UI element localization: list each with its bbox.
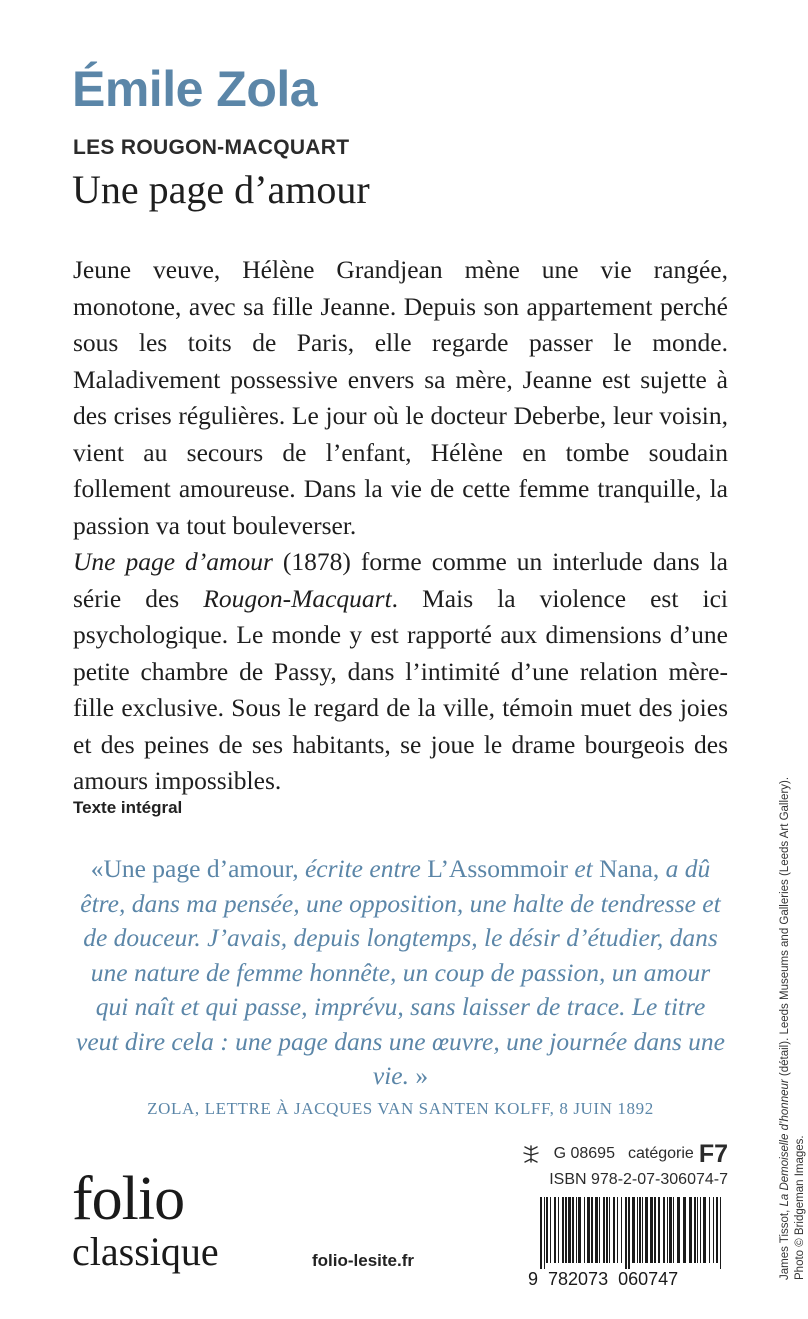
blurb [73,252,728,800]
blurb-text-b: . Mais la violence est ici psychologique. Le monde y est rapporté aux dimensions d’une petite chambre de Passy, dans l’intimité d’une relation mère-fille exclusive. Sous le regard de la ville, témoin muet des joies et des peines de ses habitants, se joue le drame bourgeois des amours impossibles. [73,583,728,795]
barcode-bar [599,1197,600,1263]
barcode-bar [609,1197,610,1263]
quote-text-1: écrite entre [298,854,428,883]
barcode-bar [591,1197,593,1263]
barcode-bar [663,1197,665,1263]
barcode-bar [606,1197,608,1263]
quote-work-2: L’Assommoir [427,854,568,883]
credit-line-2: Photo © Bridgeman Images. [794,1135,806,1280]
series-name: LES ROUGON-MACQUART [73,136,350,159]
code-row [518,1140,728,1168]
credit-collection: (détail). Leeds Museums and Galleries (Leeds Art Gallery). [779,776,791,1080]
barcode-bar [720,1197,721,1269]
barcode-bar [683,1197,686,1263]
barcode-bar [546,1197,548,1263]
category-value: F7 [698,1139,728,1168]
barcode-bar [673,1197,674,1263]
catalog-codes [518,1140,728,1189]
barcode-bar [709,1197,710,1263]
barcode-bar [650,1197,653,1263]
barcode-bar [625,1197,627,1269]
barcode-bar [697,1197,698,1263]
quote-work-1: Une page d’amour, [103,854,299,883]
catalog-code: G 08695 [553,1145,615,1162]
barcode-bar [645,1197,648,1263]
barcode-bar [613,1197,615,1263]
blurb-text-a: (1878) forme comme un interlude dans la série des [73,547,729,613]
barcode-bar [544,1197,545,1269]
barcode-bar [621,1197,622,1263]
barcode-bar [677,1197,680,1263]
credit-artist: James Tissot, [779,1206,791,1280]
barcode-bar [667,1197,668,1263]
quote-text-2: et [567,854,600,883]
quote [73,852,728,1094]
barcode-bar [558,1197,559,1263]
barcode-bar [669,1197,672,1263]
quote-work-3: Nana, [599,854,660,883]
quote-text-3: a dû être, dans ma pensée, une opposition, une halte de tendresse et de douceur. J’avais, depuis longtemps, le désir d’étudier, dans une nature de femme honnête, un coup de passion, un amour qui naît et qui passe, imprévu, sans laisser de trace. Le titre veut dire cela : une page dans une œuvre, une journée dans une vie. [76,854,725,1090]
barcode-bar [642,1197,643,1263]
barcode-bar [595,1197,598,1263]
barcode-bar [703,1197,706,1263]
credit-work: La Demoiselle d’honneur [779,1079,791,1207]
category-label: catégorie [627,1145,694,1162]
blurb-paragraph-2 [73,544,728,800]
website-link[interactable]: folio-lesite.fr [312,1251,415,1270]
folio-logo: folio [72,1165,185,1233]
blurb-book-title: Une page d’amour [73,547,273,576]
edition-label: Texte intégral [73,798,183,817]
barcode-bar [540,1197,542,1269]
barcode-graphic [520,1195,730,1290]
barcode-bar [639,1197,641,1263]
barcode-bar [658,1197,660,1263]
barcode-digits: 9 782073 060747 [528,1269,679,1289]
barcode-bar [603,1197,605,1263]
barcode-bar [562,1197,564,1263]
barcode [520,1195,730,1290]
quote-close: » [408,1061,429,1090]
barcode-bar [654,1197,656,1263]
barcode-bar [550,1197,551,1263]
barcode-bar [637,1197,638,1263]
barcode-bar [713,1197,714,1263]
blurb-series-title: Rougon-Macquart [203,583,392,613]
barcode-bar [568,1197,571,1263]
barcode-bar [576,1197,577,1263]
barcode-bar [617,1197,618,1263]
barcode-bar [578,1197,581,1263]
tree-symbol-icon [522,1145,540,1163]
barcode-bar [587,1197,590,1263]
barcode-bar [689,1197,692,1263]
author-name: Émile Zola [72,61,318,117]
book-title: Une page d’amour [72,167,370,212]
barcode-bar [572,1197,574,1263]
barcode-bar [632,1197,635,1263]
barcode-bar [694,1197,696,1263]
credit-line-1 [778,777,793,1280]
barcode-bar [716,1197,718,1263]
barcode-bar [700,1197,701,1263]
barcode-bar [628,1197,630,1269]
quote-open: « [90,854,104,883]
image-credit [778,777,808,1280]
quote-attribution: ZOLA, LETTRE À JACQUES VAN SANTEN KOLFF, 8 JUIN 1892 [147,1099,654,1118]
barcode-bar [565,1197,567,1263]
barcode-bar [554,1197,556,1263]
barcode-bar [584,1197,585,1263]
folio-logo-subtitle: classique [72,1229,219,1274]
isbn: ISBN 978-2-07-306074-7 [549,1171,728,1188]
blurb-paragraph-1: Jeune veuve, Hélène Grandjean mène une vie rangée, monotone, avec sa fille Jeanne. Depuis son appartement perché sous les toits de Paris, elle regarde passer le monde. Maladivement possessive envers sa mère, Jeanne est sujette à des crises régulières. Le jour où le docteur Deberbe, leur voisin, vient au secours de l’enfant, Hélène en tombe soudain follement amoureuse. Dans la vie de cette femme tranquille, la passion va tout bouleverser. [73,255,728,540]
